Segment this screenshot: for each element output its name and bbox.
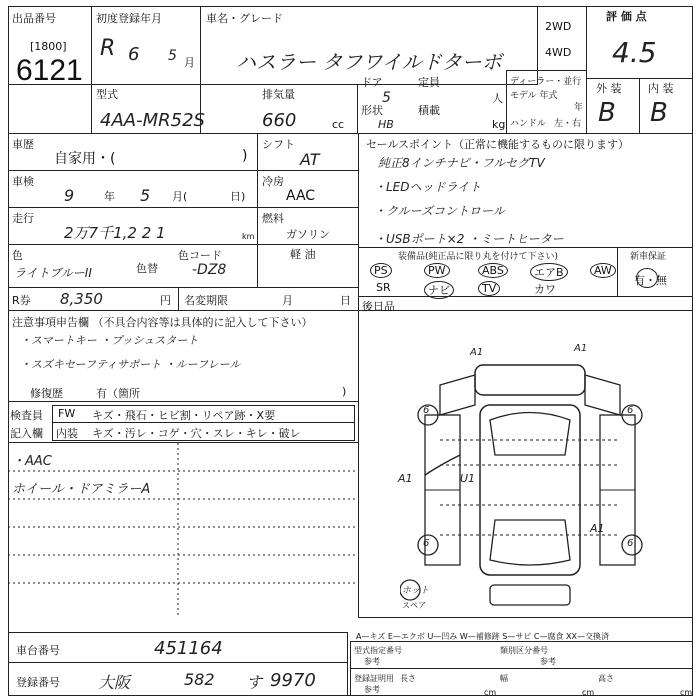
car-name: ハスラー タフワイルドターボ xyxy=(236,50,502,74)
interior-grade: B xyxy=(650,98,668,128)
km-unit: km xyxy=(242,232,255,241)
length-unit: cm xyxy=(484,688,497,697)
color-value: ライトブルーII xyxy=(14,266,92,280)
sales-points-heading: セールスポイント（正常に機能するものに限ります） xyxy=(366,138,630,151)
inspector-label-1: 検査員 xyxy=(10,409,43,422)
displacement-value: 660 xyxy=(262,110,297,131)
equip-sr: SR xyxy=(376,281,391,294)
fuel-gas: ガソリン xyxy=(286,228,330,241)
lot-number: 6121 xyxy=(16,54,83,87)
class-sub: 参考 xyxy=(540,657,556,666)
spare-label: スペア xyxy=(402,601,426,610)
name-change-month: 月 xyxy=(282,294,293,307)
warranty-circle xyxy=(636,268,658,288)
inspector-label-2: 記入欄 xyxy=(10,427,43,440)
width-unit: cm xyxy=(582,688,595,697)
recycle-label: R券 xyxy=(12,294,31,307)
cert-label-1: 型式指定番号 xyxy=(354,646,402,655)
insp-month-unit: 月( xyxy=(172,190,188,203)
person-unit: 人 xyxy=(492,92,503,105)
dealer-label: ディーラー・並行 xyxy=(510,77,582,87)
color-code-label: 色コード xyxy=(178,249,222,262)
shape-label: 形状 xyxy=(361,104,383,117)
height-label: 高さ xyxy=(598,674,614,683)
plate-region: 大阪 xyxy=(98,673,131,692)
mark-front-right-a1: A1 xyxy=(574,343,588,354)
length-label: 長さ xyxy=(400,674,416,683)
interior-insp-label: 内装 xyxy=(56,427,78,440)
doors-value: 5 xyxy=(382,90,391,106)
repair-value: 有（箇所 xyxy=(96,387,140,400)
equip-tv: TV xyxy=(478,281,500,296)
exterior-grade: B xyxy=(598,98,616,128)
drive-cell xyxy=(537,6,587,71)
warranty-value: 有・無 xyxy=(634,274,667,287)
score-label: 評 価 点 xyxy=(606,10,647,23)
car-diagram xyxy=(400,345,660,610)
memo-1: ・AAC xyxy=(12,454,52,469)
ac-value: AAC xyxy=(286,188,316,204)
notes-heading: 注意事項申告欄 （不具合内容等は具体的に記入して下さい） xyxy=(12,316,313,329)
mileage-label: 走行 xyxy=(12,212,34,225)
cc-unit: cc xyxy=(332,118,345,131)
lot-sub: [1800] xyxy=(30,40,67,53)
mark-left-u1: U1 xyxy=(460,472,476,485)
cert-label-2: 参考 xyxy=(364,657,380,666)
plate-class: 582 xyxy=(184,670,215,689)
shape-value: HB xyxy=(378,118,394,131)
recycle-amount: 8,350 xyxy=(60,290,103,308)
insp-day-unit: 日) xyxy=(230,190,246,203)
name-change-day: 日 xyxy=(340,294,351,307)
chassis-label: 車台番号 xyxy=(16,644,60,657)
interior-label: 内 装 xyxy=(648,82,674,95)
chassis-value: 451164 xyxy=(154,638,223,659)
fw-label: FW xyxy=(58,407,76,420)
model-value: 4AA-MR52S xyxy=(100,110,205,131)
yen-unit: 円 xyxy=(160,294,171,307)
sales-point-1: 純正8インチナビ・フルセグTV xyxy=(378,156,545,170)
notes-line-1: ・スマートキー ・プッシュスタート xyxy=(20,334,199,347)
exterior-label: 外 装 xyxy=(596,82,622,95)
shift-value: AT xyxy=(300,150,320,169)
legend: A—キズ E—エクボ U—凹み W—補修跡 S—サビ C—腐食 XX—交換済 xyxy=(356,632,610,641)
repair-close: ) xyxy=(342,385,347,398)
equip-abs: ABS xyxy=(478,263,508,278)
kg-unit: kg xyxy=(492,118,506,131)
color-label: 色 xyxy=(12,249,23,262)
mileage-value: 2万7千1,2 2 1 xyxy=(64,224,166,242)
tire-fl: 6 xyxy=(423,405,430,416)
lot-label: 出品番号 xyxy=(12,12,56,25)
mark-right-a1: A1 xyxy=(590,522,605,535)
warranty-label: 新車保証 xyxy=(630,252,667,262)
reg-cert-label-2: 参考 xyxy=(364,685,380,694)
name-change-label: 名変期限 xyxy=(184,294,228,307)
sales-point-3: ・クルーズコントロール xyxy=(374,204,505,218)
fuel-diesel: 軽 油 xyxy=(290,248,316,261)
usage-value: 自家用・( xyxy=(54,151,116,167)
handle-label: ハンドル xyxy=(510,119,547,129)
car-name-label: 車名・グレード xyxy=(206,12,283,25)
equip-airbag: エアB xyxy=(530,263,568,281)
reg-cert-label-1: 登録証明用 xyxy=(354,674,394,683)
inspection-label: 車検 xyxy=(12,175,34,188)
color-change-label: 色替 xyxy=(136,262,158,275)
notes-line-2: ・スズキセーフティサポート ・ルーフレール xyxy=(20,358,241,371)
doors-label: ドア xyxy=(361,76,383,89)
first-reg-label: 初度登録年月 xyxy=(96,12,162,25)
equipment-heading: 装備品(純正品に限り丸を付けて下さい) xyxy=(398,252,559,262)
tire-rr: 6 xyxy=(627,538,634,549)
equip-navi: ナビ xyxy=(424,281,454,299)
shift-label: シフト xyxy=(262,138,295,151)
sales-point-4: ・USBポート×2 ・ミートヒーター xyxy=(374,232,564,246)
drive-4wd: 4WD xyxy=(545,46,572,59)
memo-grid xyxy=(8,443,359,618)
equip-pw: PW xyxy=(424,263,450,278)
score-value: 4.5 xyxy=(612,36,657,69)
sales-point-2: ・LEDヘッドライト xyxy=(374,180,482,194)
color-code: -DZ8 xyxy=(192,262,227,278)
insp-month: 5 xyxy=(140,186,151,205)
equip-aw: AW xyxy=(590,263,616,278)
model-year-label: モデル 年式 xyxy=(510,91,558,101)
first-reg-year: 6 xyxy=(128,44,140,65)
ac-label: 冷房 xyxy=(262,175,284,188)
after-label: 後日品 xyxy=(362,300,395,313)
handle-options: 左・右 xyxy=(554,119,582,129)
class-label: 類別区分番号 xyxy=(500,646,548,655)
capacity-label: 定員 xyxy=(418,76,440,89)
equip-ps: PS xyxy=(370,263,392,278)
plate-kana: す xyxy=(246,673,263,692)
memo-2: ホイール・ドアミラーA xyxy=(12,482,151,497)
insp-year: 9 xyxy=(64,186,75,205)
repair-label: 修復歴 xyxy=(30,387,63,400)
width-label: 幅 xyxy=(500,674,508,683)
fuel-label: 燃料 xyxy=(262,212,284,225)
mark-left-a1: A1 xyxy=(398,472,413,485)
tire-rl: 6 xyxy=(423,538,430,549)
displacement-label: 排気量 xyxy=(262,88,295,101)
year-unit: 年 xyxy=(574,103,584,113)
plate-label: 登録番号 xyxy=(16,676,60,689)
drive-2wd: 2WD xyxy=(545,20,572,33)
fw-items: キズ・飛石・ヒビ割・リペア跡・X要 xyxy=(92,409,276,422)
month-unit: 月 xyxy=(184,56,195,69)
height-unit: cm xyxy=(680,688,693,697)
load-label: 積載 xyxy=(418,104,440,117)
equip-leather: カワ xyxy=(534,283,556,296)
model-label: 型式 xyxy=(96,88,118,101)
usage-label: 車歴 xyxy=(12,138,34,151)
mark-spare: ホット xyxy=(402,586,430,596)
first-reg-month: 5 xyxy=(168,48,177,64)
tire-fr: 6 xyxy=(627,405,634,416)
interior-insp-items: キズ・汚レ・コゲ・穴・スレ・キレ・破レ xyxy=(92,427,301,440)
first-reg-era: R xyxy=(100,36,116,61)
plate-number: 9970 xyxy=(270,670,316,691)
usage-close: ) xyxy=(242,148,248,164)
mark-front-a1: A1 xyxy=(470,347,484,358)
insp-year-unit: 年 xyxy=(104,190,115,203)
